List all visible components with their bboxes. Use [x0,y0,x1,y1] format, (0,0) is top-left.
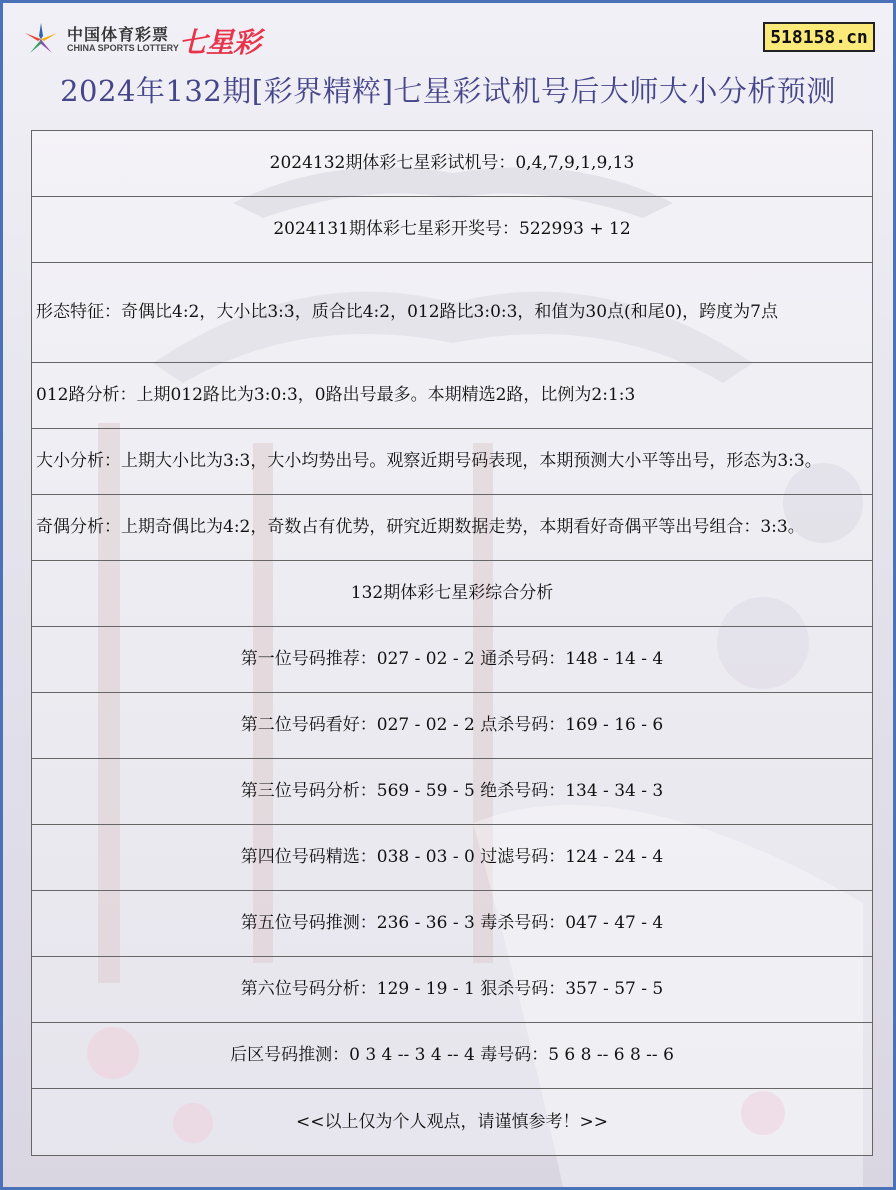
table-row-odd-even-analysis: 奇偶分析：上期奇偶比为4:2，奇数占有优势，研究近期数据走势，本期看好奇偶平等出号组合：3:3。 [32,495,872,561]
table-row-shape-features: 形态特征：奇偶比4:2，大小比3:3，质合比4:2，012路比3:0:3，和值为30点(和尾0)，跨度为7点 [32,263,872,363]
logo-english-text: CHINA SPORTS LOTTERY [67,43,179,53]
table-row-position-3: 第三位号码分析：569 - 59 - 5 绝杀号码：134 - 34 - 3 [32,759,872,825]
china-sports-lottery-logo [21,19,291,59]
logo-chinese-text: 中国体育彩票 [67,25,170,44]
table-row-position-5: 第五位号码推测：236 - 36 - 3 毒杀号码：047 - 47 - 4 [32,891,872,957]
table-row-position-4: 第四位号码精选：038 - 03 - 0 过滤号码：124 - 24 - 4 [32,825,872,891]
qixingcai-brand-text: 七星彩 [179,26,261,59]
table-row-draw-result: 2024131期体彩七星彩开奖号：522993 + 12 [32,197,872,263]
table-row-size-analysis: 大小分析：上期大小比为3:3，大小均势出号。观察近期号码表现，本期预测大小平等出号，形态为3:3。 [32,429,872,495]
table-row-trial-number: 2024132期体彩七星彩试机号：0,4,7,9,1,9,13 [32,131,872,197]
page-title: 2024年132期[彩界精粹]七星彩试机号后大师大小分析预测 [60,74,836,108]
table-row-back-zone: 后区号码推测：0 3 4 -- 3 4 -- 4 毒号码：5 6 8 -- 6 8 -- 6 [32,1023,872,1089]
table-row-012-analysis: 012路分析：上期012路比为3:0:3，0路出号最多。本期精选2路，比例为2:1:3 [32,363,872,429]
site-domain-badge[interactable]: 518158.cn [763,22,875,52]
table-row-position-6: 第六位号码分析：129 - 19 - 1 狠杀号码：357 - 57 - 5 [32,957,872,1023]
table-row-disclaimer: <<以上仅为个人观点，请谨慎参考！>> [32,1089,872,1155]
table-row-section-heading: 132期体彩七星彩综合分析 [32,561,872,627]
lottery-star-logo-icon [21,19,61,59]
analysis-table [31,130,873,1156]
table-row-position-1: 第一位号码推荐：027 - 02 - 2 通杀号码：148 - 14 - 4 [32,627,872,693]
table-row-position-2: 第二位号码看好：027 - 02 - 2 点杀号码：169 - 16 - 6 [32,693,872,759]
